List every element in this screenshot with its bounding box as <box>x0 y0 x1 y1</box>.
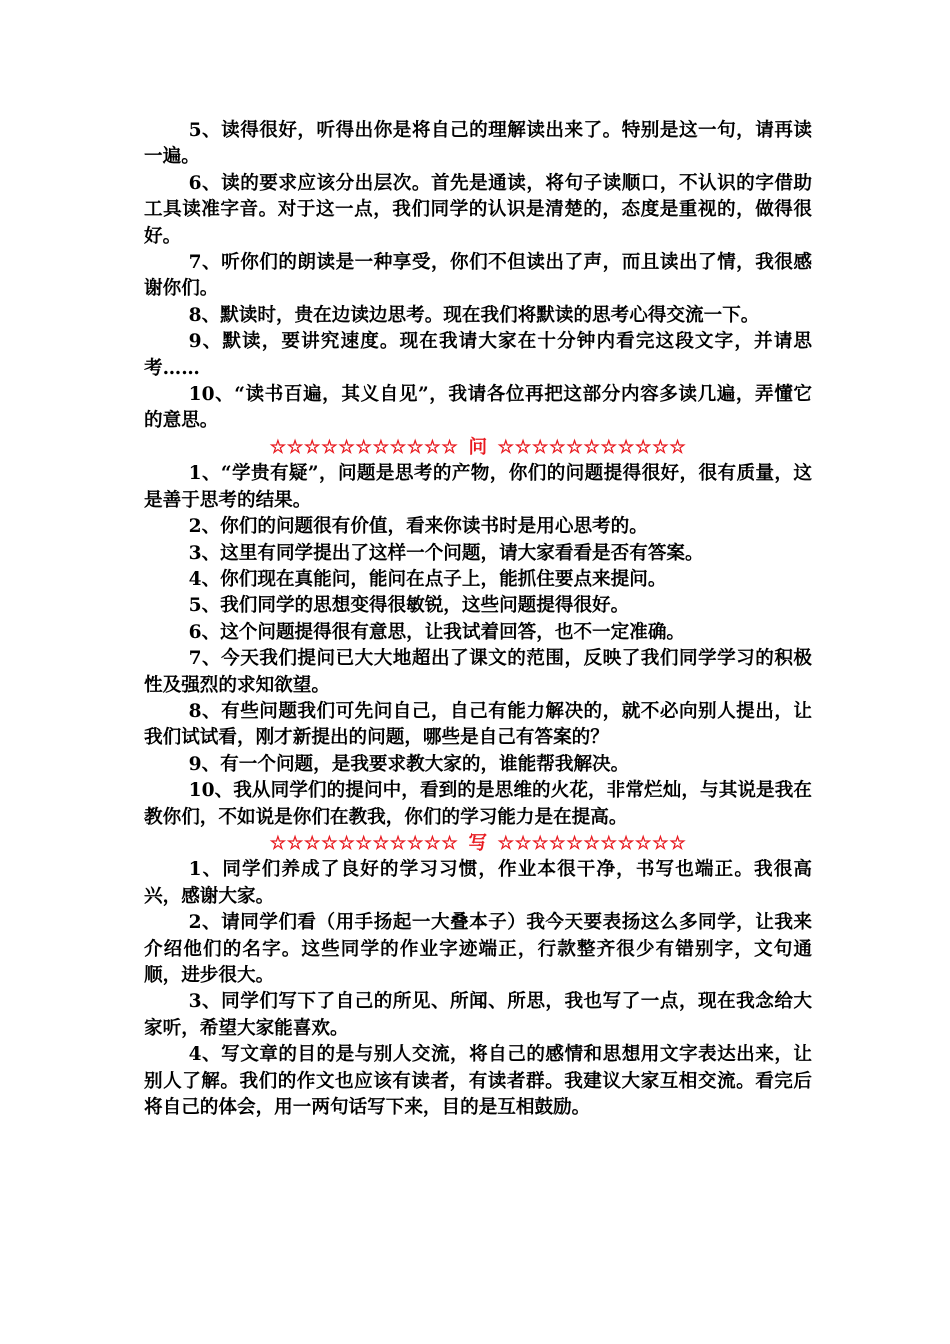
ask-item-5: 5、我们同学的思想变得很敏锐，这些问题提得很好。 <box>188 595 630 617</box>
read-item-7: 7、听你们的朗读是一种享受，你们不但读出了声，而且读出了情，我很感谢你们。 <box>144 252 812 300</box>
ask-item-6: 6、这个问题提得很有意思，让我试着回答，也不一定准确。 <box>188 621 686 643</box>
ask-item-7: 7、今天我们提问已大大地超出了课文的范围，反映了我们同学学习的积极性及强烈的求知欲望。 <box>144 648 812 696</box>
ask-item-3: 3、这里有同学提出了这样一个问题，请大家看看是否有答案。 <box>188 542 704 564</box>
document-page <box>144 118 812 1121</box>
ask-item-9: 9、有一个问题，是我要求教大家的，谁能帮我解决。 <box>188 753 630 775</box>
section-label-write: 写 <box>468 832 488 854</box>
read-item-5: 5、读得很好，听得出你是将自己的理解读出来了。特别是这一句，请再读一遍。 <box>144 120 812 168</box>
ask-item-4: 4、你们现在真能问，能问在点子上，能抓住要点来提问。 <box>188 568 667 590</box>
write-item-3: 3、同学们写下了自己的所见、所闻、所思，我也写了一点，现在我念给大家听，希望大家能喜欢。 <box>144 991 812 1039</box>
read-item-6: 6、读的要求应该分出层次。首先是通读，将句子读顺口，不认识的字借助工具读准字音。对于这一点，我们同学的认识是清楚的，态度是重视的，做得很好。 <box>144 172 812 247</box>
stars-right: ☆☆☆☆☆☆☆☆☆☆☆ <box>497 436 687 458</box>
ask-item-8: 8、有些问题我们可先问自己，自己有能力解决的，就不必向别人提出，让我们试试看，刚才新提出的问题，哪些是自己有答案的？ <box>144 700 812 749</box>
write-item-1: 1、同学们养成了良好的学习习惯，作业本很干净，书写也端正。我很高兴，感谢大家。 <box>144 859 812 907</box>
ask-item-2: 2、你们的问题很有价值，看来你读书时是用心思考的。 <box>188 516 648 538</box>
section-label-ask: 问 <box>468 436 488 458</box>
read-item-9: 9、默读，要讲究速度。现在我请大家在十分钟内看完这段文字，并请思考…… <box>144 331 812 379</box>
read-item-10: 10、“读书百遍，其义自见”，我请各位再把这部分内容多读几遍，弄懂它的意思。 <box>144 384 812 432</box>
stars-right: ☆☆☆☆☆☆☆☆☆☆☆ <box>497 832 687 854</box>
ask-item-10: 10、我从同学们的提问中，看到的是思维的火花，非常烂灿，与其说是我在教你们，不如说是你们在教我，你们的学习能力是在提高。 <box>144 780 812 828</box>
write-item-4: 4、写文章的目的是与别人交流，将自己的感情和思想用文字表达出来，让别人了解。我们的作文也应该有读者，有读者群。我建议大家互相交流。看完后将自己的体会，用一两句话写下来，目的是互相鼓励。 <box>144 1044 812 1119</box>
section-heading-ask <box>144 435 812 461</box>
stars-left: ☆☆☆☆☆☆☆☆☆☆☆ <box>269 832 459 854</box>
ask-item-1: 1、“学贵有疑”，问题是思考的产物，你们的问题提得很好，很有质量，这是善于思考的结果。 <box>144 463 812 511</box>
write-item-2: 2、请同学们看（用手扬起一大叠本子）我今天要表扬这么多同学，让我来介绍他们的名字。这些同学的作业字迹端正，行款整齐很少有错别字，文句通顺，进步很大。 <box>144 912 812 986</box>
section-heading-write <box>144 831 812 857</box>
read-item-8: 8、默读时，贵在边读边思考。现在我们将默读的思考心得交流一下。 <box>188 304 760 326</box>
stars-left: ☆☆☆☆☆☆☆☆☆☆☆ <box>269 436 459 458</box>
